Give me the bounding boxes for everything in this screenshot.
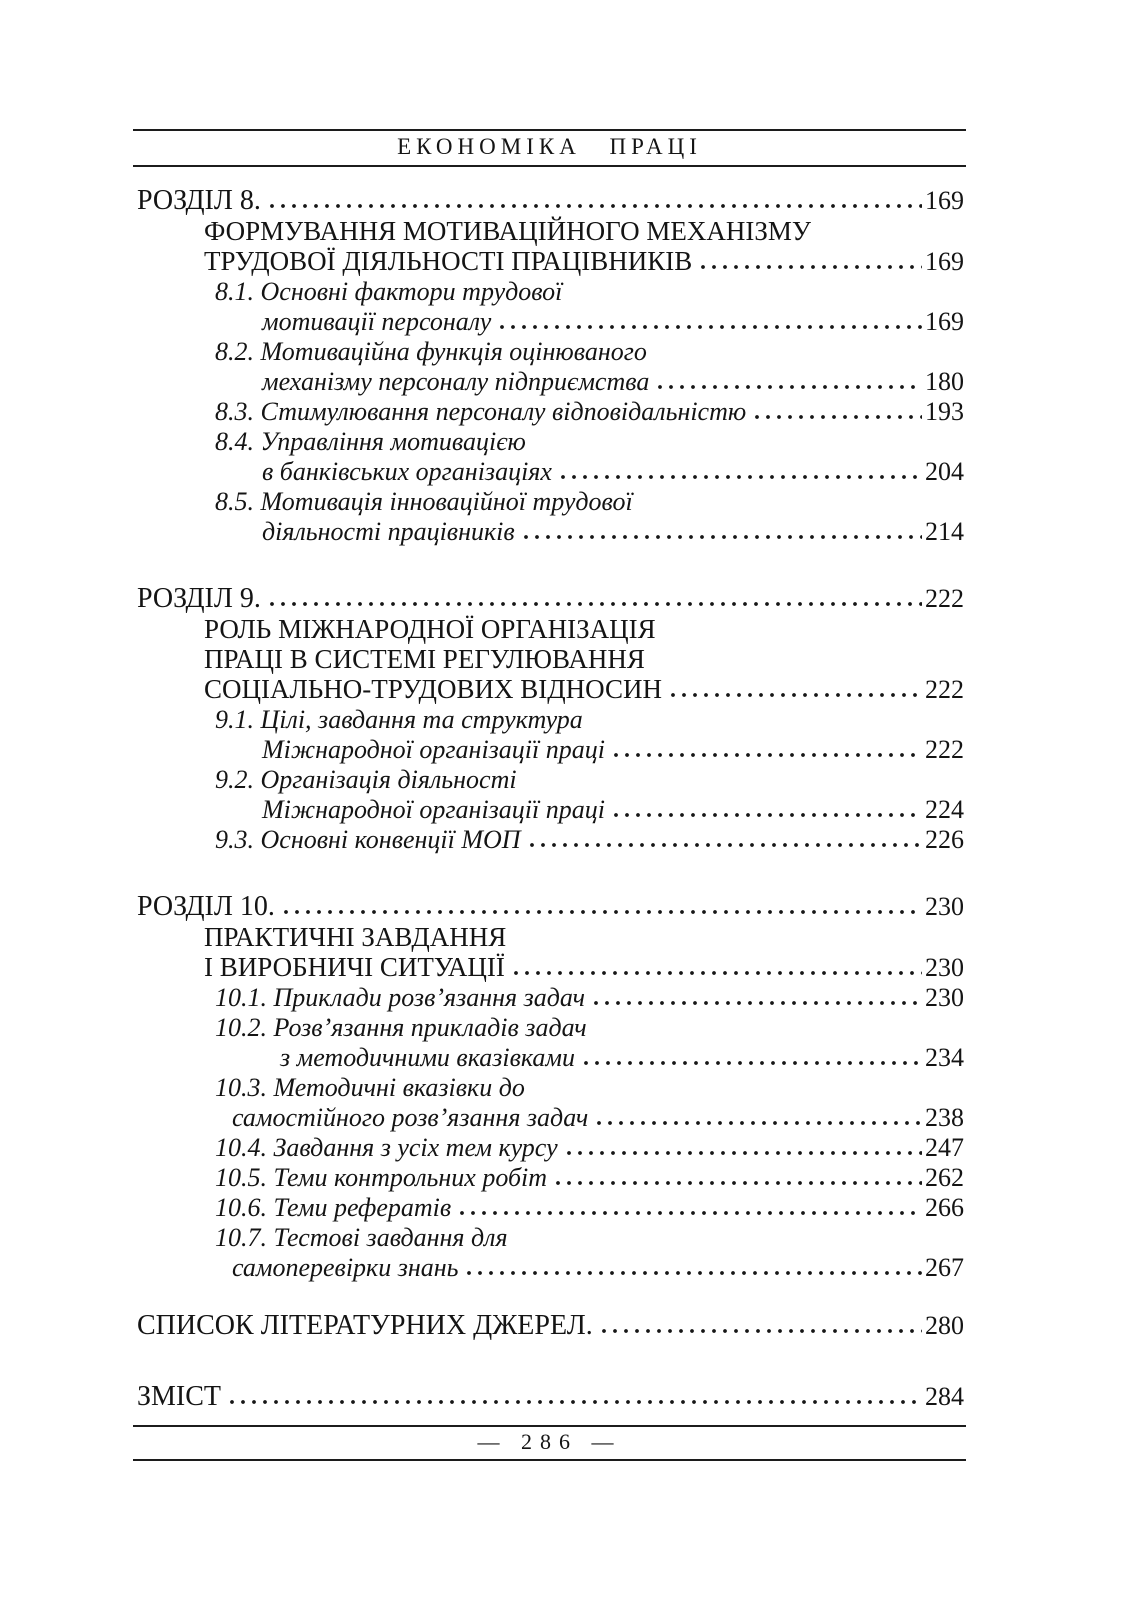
toc-item-line — [262, 517, 964, 547]
dot-leader — [560, 474, 922, 480]
toc-item-line — [215, 487, 964, 517]
dot-leader — [466, 1270, 922, 1276]
toc-page-number: 193 — [925, 397, 964, 426]
toc-chapter-row — [137, 584, 964, 614]
toc-page-number: 230 — [925, 892, 964, 921]
toc-entry-label: СОЦІАЛЬНО-ТРУДОВИХ ВІДНОСИН — [204, 674, 662, 704]
dot-leader — [596, 1120, 922, 1126]
dot-leader — [613, 752, 922, 758]
toc-entry-label: мотивації персоналу — [262, 307, 492, 336]
toc-page-number: 226 — [925, 825, 964, 854]
toc-entry-label: 10.3. Методичні вказівки до — [215, 1073, 525, 1102]
toc-page-number: 169 — [925, 247, 964, 276]
toc-entry-label: Міжнародної організації праці — [262, 795, 605, 824]
toc-item-line — [262, 307, 964, 337]
toc-page-number: 169 — [925, 186, 964, 215]
dot-leader — [283, 909, 922, 915]
toc-page-number: 222 — [925, 735, 964, 764]
toc-item-line — [215, 277, 964, 307]
page-number: — 286 — — [477, 1429, 622, 1454]
toc-title-line — [204, 674, 964, 705]
toc-page-number: 222 — [925, 584, 964, 613]
toc-page-number: 222 — [925, 675, 964, 704]
toc-page-number: 169 — [925, 307, 964, 336]
toc-entry-label: 9.3. Основні конвенції МОП — [215, 825, 521, 854]
dot-leader — [583, 1060, 922, 1066]
toc-entry-label: РОЗДІЛ 9. — [137, 583, 261, 614]
dot-leader — [269, 203, 922, 209]
dot-leader — [555, 1180, 922, 1186]
toc-page-number: 238 — [925, 1103, 964, 1132]
table-of-contents — [137, 186, 964, 1412]
toc-entry-label: РОЗДІЛ 10. — [137, 891, 275, 922]
dot-leader — [529, 842, 922, 848]
dot-leader — [513, 970, 922, 976]
toc-item-line — [215, 1163, 964, 1193]
toc-chapter-row — [137, 186, 964, 216]
toc-title-line — [204, 614, 964, 644]
toc-entry-label: 8.5. Мотивація інноваційної трудової — [215, 487, 633, 516]
toc-title-line — [204, 216, 964, 246]
toc-page-number: 180 — [925, 367, 964, 396]
dot-leader — [269, 601, 922, 607]
toc-entry-label: СПИСОК ЛІТЕРАТУРНИХ ДЖЕРЕЛ. — [137, 1310, 593, 1341]
toc-entry-label: Міжнародної організації праці — [262, 735, 605, 764]
toc-extra-row — [137, 1382, 964, 1412]
toc-page-number: 280 — [925, 1311, 964, 1340]
toc-entry-label: самоперевірки знань — [232, 1253, 459, 1282]
toc-item-line — [215, 337, 964, 367]
toc-entry-label: РОЛЬ МІЖНАРОДНОЇ ОРГАНІЗАЦІЯ — [204, 614, 656, 644]
dot-leader — [523, 534, 922, 540]
toc-page-number: 230 — [925, 983, 964, 1012]
toc-item-line — [262, 795, 964, 825]
toc-entry-label: механізму персоналу підприємства — [262, 367, 650, 396]
running-head — [133, 129, 966, 167]
toc-entry-label: 9.2. Організація діяльності — [215, 765, 517, 794]
toc-page-number: 247 — [925, 1133, 964, 1162]
toc-entry-label: 8.2. Мотиваційна функція оцінюваного — [215, 337, 647, 366]
dot-leader — [566, 1150, 922, 1156]
toc-entry-label: 8.4. Управління мотивацією — [215, 427, 526, 456]
toc-entry-label: 10.1. Приклади розв’язання задач — [215, 983, 585, 1012]
toc-page-number: 262 — [925, 1163, 964, 1192]
toc-entry-label: ЗМІСТ — [137, 1381, 222, 1412]
toc-item-line — [215, 1013, 964, 1043]
toc-item-line — [262, 735, 964, 765]
dot-leader — [613, 812, 922, 818]
toc-entry-label: 10.4. Завдання з усіх тем курсу — [215, 1133, 558, 1162]
toc-item-line — [215, 397, 964, 427]
toc-page-number: 267 — [925, 1253, 964, 1282]
toc-title-line — [204, 922, 964, 952]
toc-item-line — [215, 1193, 964, 1223]
running-head-title: ЕКОНОМІКА ПРАЦІ — [397, 134, 702, 159]
toc-item-line — [215, 705, 964, 735]
toc-entry-label: в банківських організаціях — [262, 457, 552, 486]
toc-item-line — [215, 427, 964, 457]
toc-entry-label: 10.2. Розв’язання прикладів задач — [215, 1013, 587, 1042]
toc-item-line — [215, 983, 964, 1013]
toc-entry-label: 10.6. Теми рефератів — [215, 1193, 452, 1222]
dot-leader — [657, 384, 922, 390]
toc-item-line — [232, 1103, 964, 1133]
dot-leader — [593, 1000, 922, 1006]
toc-item-line — [232, 1253, 964, 1283]
toc-section — [137, 584, 964, 855]
toc-entry-label: І ВИРОБНИЧІ СИТУАЦІЇ — [204, 952, 505, 982]
toc-entry-label: ПРАЦІ В СИСТЕМІ РЕГУЛЮВАННЯ — [204, 644, 645, 674]
toc-page-number: 214 — [925, 517, 964, 546]
toc-entry-label: ФОРМУВАННЯ МОТИВАЦІЙНОГО МЕХАНІЗМУ — [204, 216, 811, 246]
dot-leader — [700, 264, 922, 270]
toc-entry-label: з методичними вказівками — [280, 1043, 575, 1072]
toc-page-number: 230 — [925, 953, 964, 982]
dot-leader — [601, 1328, 922, 1334]
toc-entry-label: ТРУДОВОЇ ДІЯЛЬНОСТІ ПРАЦІВНИКІВ — [204, 246, 693, 276]
toc-item-line — [215, 825, 964, 855]
toc-entry-label: діяльності працівників — [262, 517, 515, 546]
toc-entry-label: 10.5. Теми контрольних робіт — [215, 1163, 548, 1192]
dot-leader — [754, 414, 922, 420]
dot-leader — [229, 1399, 922, 1405]
toc-section — [137, 892, 964, 1283]
toc-entry-label: РОЗДІЛ 8. — [137, 185, 261, 216]
page-footer — [133, 1425, 966, 1461]
toc-item-line — [215, 765, 964, 795]
toc-page-number: 224 — [925, 795, 964, 824]
toc-title-line — [204, 952, 964, 983]
toc-extra-row — [137, 1311, 964, 1341]
toc-entry-label: ПРАКТИЧНІ ЗАВДАННЯ — [204, 922, 507, 952]
toc-entry-label: 8.1. Основні фактори трудової — [215, 277, 563, 306]
toc-entry-label: 10.7. Тестові завдання для — [215, 1223, 508, 1252]
toc-item-line — [215, 1133, 964, 1163]
toc-chapter-row — [137, 892, 964, 922]
dot-leader — [459, 1210, 922, 1216]
dot-leader — [499, 324, 922, 330]
toc-item-line — [215, 1073, 964, 1103]
toc-page-number: 266 — [925, 1193, 964, 1222]
toc-section — [137, 186, 964, 547]
dot-leader — [670, 692, 922, 698]
toc-page-number: 234 — [925, 1043, 964, 1072]
toc-entry-label: 8.3. Стимулювання персоналу відповідальністю — [215, 397, 747, 426]
toc-page-number: 204 — [925, 457, 964, 486]
toc-title-line — [204, 246, 964, 277]
toc-item-line — [262, 457, 964, 487]
toc-item-line — [215, 1223, 964, 1253]
toc-entry-label: 9.1. Цілі, завдання та структура — [215, 705, 583, 734]
toc-title-line — [204, 644, 964, 674]
toc-item-line — [280, 1043, 964, 1073]
toc-item-line — [262, 367, 964, 397]
toc-entry-label: самостійного розв’язання задач — [232, 1103, 589, 1132]
toc-page-number: 284 — [925, 1382, 964, 1411]
